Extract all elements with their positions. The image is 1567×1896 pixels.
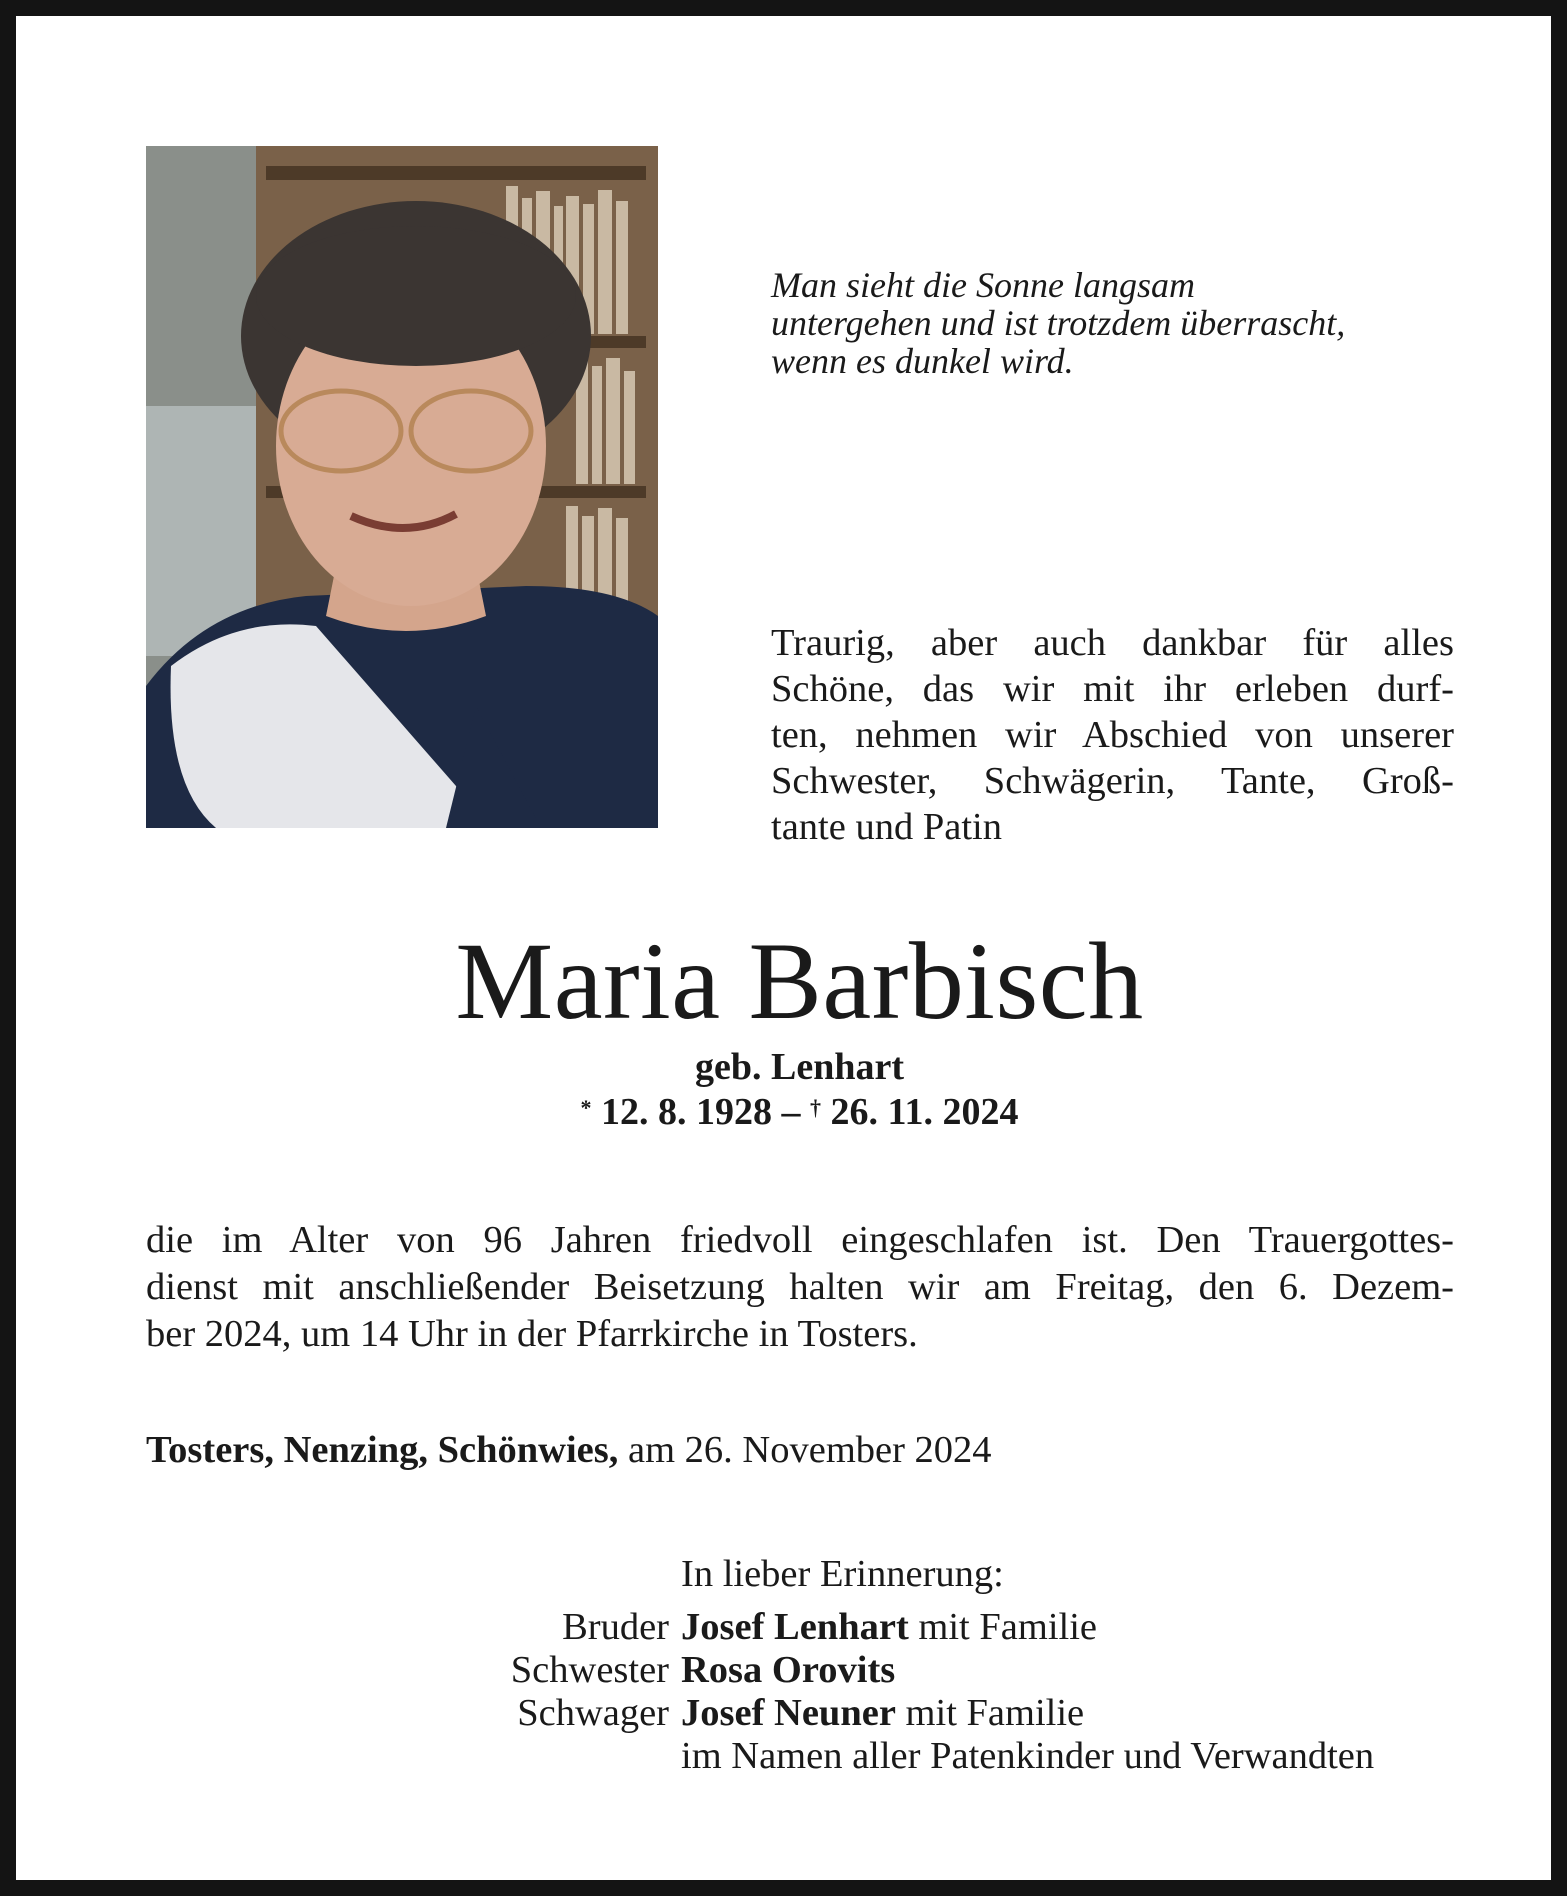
intro-line: Schöne, das wir mit ihr erleben durf- (771, 668, 1454, 710)
portrait-photo (146, 146, 658, 828)
date: am 26. November 2024 (628, 1429, 992, 1471)
relation: Schwester (510, 1649, 669, 1691)
signer-suffix: mit Familie (905, 1692, 1085, 1734)
quote-line: wenn es dunkel wird. (771, 341, 1074, 381)
death-symbol: † (810, 1095, 822, 1120)
birth-date: 12. 8. 1928 (601, 1091, 773, 1133)
quote-block (771, 266, 1471, 380)
signature-row (416, 1692, 1516, 1735)
intro-line: Schwester, Schwägerin, Tante, Groß- (771, 760, 1454, 802)
quote-line: Man sieht die Sonne langsam (771, 265, 1195, 305)
paragraph-line: die im Alter von 96 Jahren friedvoll eingeschlafen ist. Den Trauergottes- (146, 1219, 1454, 1261)
life-dates (16, 1092, 1567, 1132)
signer-name: Josef Neuner (681, 1692, 896, 1734)
signature-row (416, 1606, 1516, 1649)
funeral-paragraph (146, 1217, 1454, 1358)
birth-symbol: * (580, 1095, 592, 1120)
quote-line: untergehen und ist trotzdem überrascht, (771, 303, 1346, 343)
born-name: geb. Lenhart (695, 1046, 904, 1088)
intro-line: ten, nehmen wir Abschied von unserer (771, 714, 1454, 756)
signature-list (416, 1606, 1516, 1778)
deceased-name: Maria Barbisch (455, 920, 1144, 1042)
signature-row (416, 1649, 1516, 1692)
signer-name: Rosa Orovits (681, 1649, 896, 1691)
paragraph-line: ber 2024, um 14 Uhr in der Pfarrkirche in Tosters. (146, 1313, 918, 1355)
memory-heading: In lieber Erinnerung: (681, 1553, 1004, 1595)
date-separator: – (781, 1091, 801, 1133)
place-date (146, 1427, 992, 1473)
relation: Bruder (562, 1606, 669, 1648)
intro-line: Traurig, aber auch dankbar für alles (771, 622, 1454, 664)
signature-closing-row (416, 1735, 1516, 1778)
places: Tosters, Nenzing, Schönwies, (146, 1429, 619, 1471)
death-date: 26. 11. 2024 (830, 1091, 1019, 1133)
intro-line: tante und Patin (771, 806, 1002, 848)
relation: Schwager (517, 1692, 669, 1734)
paragraph-line: dienst mit anschließender Beisetzung halten wir am Freitag, den 6. Dezem- (146, 1266, 1454, 1308)
signer-suffix: mit Familie (918, 1606, 1097, 1648)
intro-text (771, 620, 1454, 850)
closing-text: im Namen aller Patenkinder und Verwandten (681, 1735, 1375, 1777)
signer-name: Josef Lenhart (681, 1606, 909, 1648)
